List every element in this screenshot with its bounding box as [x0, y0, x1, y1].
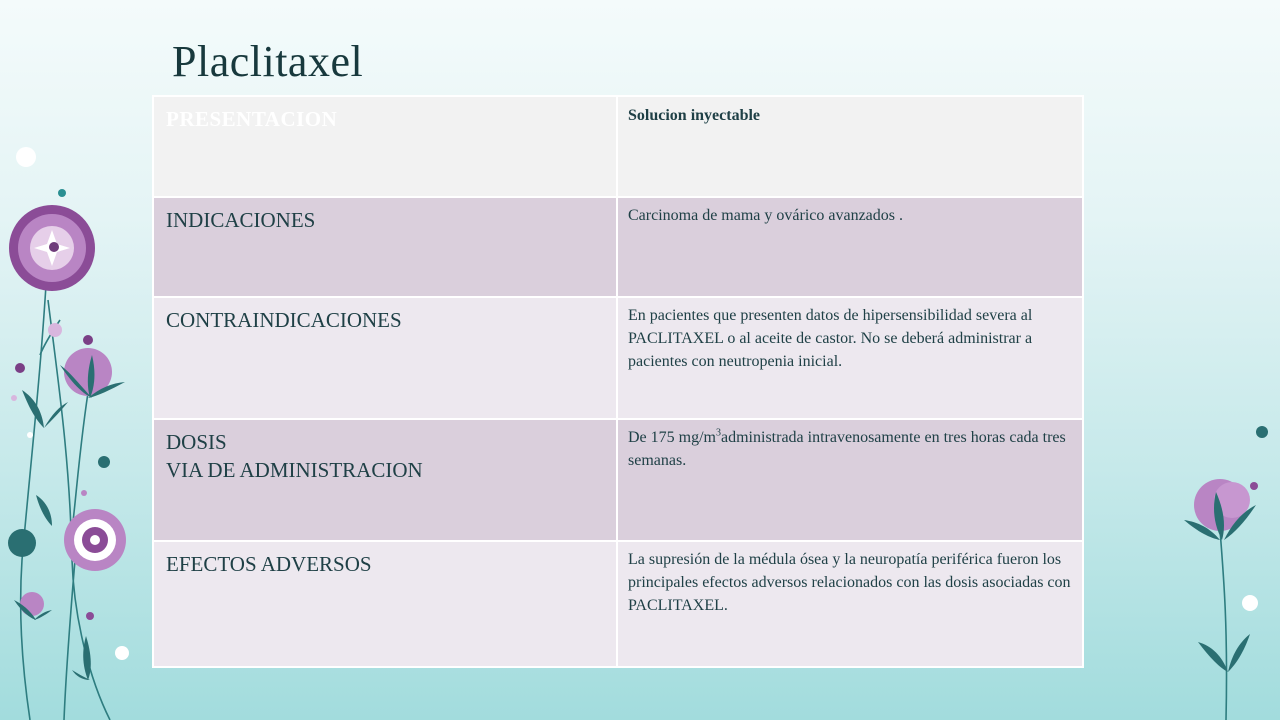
dose-text-start: De 175 mg/m	[628, 429, 716, 446]
row-label-efectos-adversos: EFECTOS ADVERSOS	[153, 541, 617, 667]
table-row-efectos-adversos	[153, 541, 1083, 667]
table-row-presentacion	[153, 96, 1083, 197]
row-value-presentacion: Solucion inyectable	[617, 96, 1083, 197]
sparkle-icon	[1256, 426, 1268, 438]
row-value-contraindicaciones: En pacientes que presenten datos de hipersensibilidad severa al PACLITAXEL o al aceite de castor. No se deberá administrar a pacientes con neutropenia inicial.	[617, 297, 1083, 419]
drug-info-table	[152, 95, 1084, 668]
row-label-dosis-line2: VIA DE ADMINISTRACION	[166, 458, 423, 482]
flower-icon	[64, 509, 126, 571]
flower-icon	[9, 205, 95, 291]
row-label-presentacion: PRESENTACION	[153, 96, 617, 197]
flower-icon	[60, 348, 125, 398]
table-row-indicaciones	[153, 197, 1083, 297]
flower-icon	[14, 592, 52, 620]
row-label-contraindicaciones: CONTRAINDICACIONES	[153, 297, 617, 419]
row-value-indicaciones: Carcinoma de mama y ovárico avanzados .	[617, 197, 1083, 297]
slide-title: Placlitaxel	[172, 37, 364, 86]
flower-icon	[1184, 479, 1256, 540]
row-label-indicaciones: INDICACIONES	[153, 197, 617, 297]
row-label-dosis-line1: DOSIS	[166, 430, 227, 454]
row-label-dosis	[153, 419, 617, 541]
left-floral-decoration	[0, 0, 150, 720]
row-value-dosis	[617, 419, 1083, 541]
table-row-contraindicaciones	[153, 297, 1083, 419]
dose-superscript: 3	[716, 427, 721, 439]
row-value-efectos-adversos: La supresión de la médula ósea y la neuropatía periférica fueron los principales efectos adversos relacionados con las dosis asociadas con PACLITAXEL.	[617, 541, 1083, 667]
dose-text-end: administrada intravenosamente en tres horas cada tres semanas.	[628, 429, 1066, 469]
table-row-dosis	[153, 419, 1083, 541]
sparkle-icon	[1242, 595, 1258, 611]
right-floral-decoration	[1180, 420, 1280, 720]
